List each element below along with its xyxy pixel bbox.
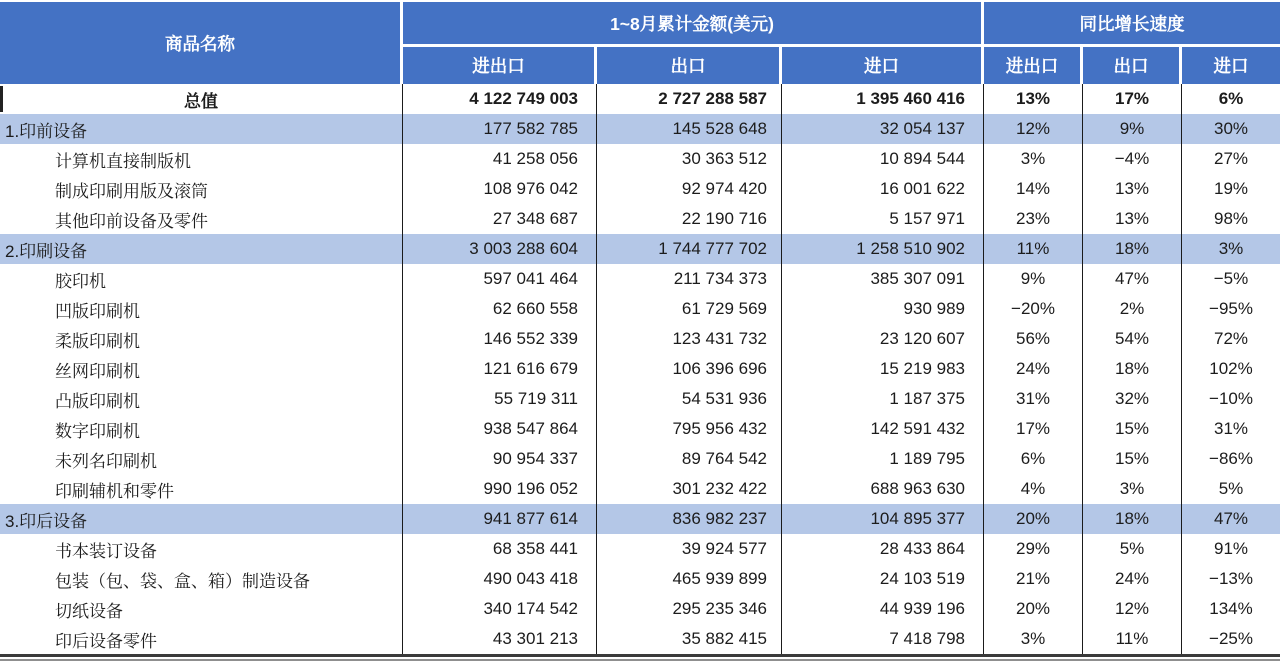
row-cell: 18%	[1083, 234, 1182, 264]
row-cell: −25%	[1209, 629, 1253, 648]
row-cell: 30%	[1213, 119, 1249, 138]
row-cell: 44 939 196	[782, 594, 984, 624]
row-cell: 597 041 464	[403, 264, 597, 294]
row-cell: 27 348 687	[403, 204, 597, 234]
row-cell: 23 120 607	[782, 324, 984, 354]
row-cell: 20%	[984, 594, 1083, 624]
row-label: 3.印后设备	[0, 504, 403, 534]
table-row	[0, 414, 1280, 444]
row-cell: 1 189 795	[782, 444, 984, 474]
row-cell: 2 727 288 587	[597, 84, 782, 114]
row-cell: 12%	[984, 114, 1083, 144]
row-cell: 61 729 569	[597, 294, 782, 324]
table-row	[0, 234, 1280, 264]
row-label: 印刷辅机和零件	[0, 474, 403, 504]
row-cell: 3%	[1083, 474, 1182, 504]
row-cell: 13%	[984, 84, 1083, 114]
row-cell: 688 963 630	[782, 474, 984, 504]
row-label: 1.印前设备	[0, 114, 403, 144]
row-cell: 6%	[984, 444, 1083, 474]
row-cell: 3 003 288 604	[403, 234, 597, 264]
row-cell: 55 719 311	[403, 384, 597, 414]
row-cell: 15%	[1083, 414, 1182, 444]
row-cell: 31%	[1213, 419, 1249, 438]
row-cell: 47%	[1213, 509, 1249, 528]
row-cell: 795 956 432	[597, 414, 782, 444]
row-cell: 30 363 512	[597, 144, 782, 174]
row-cell: 211 734 373	[597, 264, 782, 294]
row-cell: −86%	[1209, 449, 1253, 468]
row-cell: 13%	[1083, 204, 1182, 234]
row-label: 凸版印刷机	[0, 384, 403, 414]
row-cell: 6%	[1218, 89, 1244, 108]
subheader-amount-import-export: 进出口	[403, 47, 597, 84]
table-row	[0, 84, 1280, 114]
row-cell: 930 989	[782, 294, 984, 324]
row-cell: 1 187 375	[782, 384, 984, 414]
table-row	[0, 114, 1280, 144]
row-cell: 123 431 732	[597, 324, 782, 354]
row-label: 总值	[0, 84, 403, 114]
row-cell: 11%	[1083, 624, 1182, 654]
table-row	[0, 534, 1280, 564]
row-cell: −20%	[984, 294, 1083, 324]
row-cell: 28 433 864	[782, 534, 984, 564]
row-cell: 32%	[1083, 384, 1182, 414]
row-label: 胶印机	[0, 264, 403, 294]
row-cell: 11%	[984, 234, 1083, 264]
table-row	[0, 384, 1280, 414]
row-cell: 16 001 622	[782, 174, 984, 204]
row-label: 柔版印刷机	[0, 324, 403, 354]
table-row	[0, 354, 1280, 384]
row-label: 计算机直接制版机	[0, 144, 403, 174]
table-header	[0, 2, 1280, 84]
row-cell: 7 418 798	[782, 624, 984, 654]
row-cell: 23%	[984, 204, 1083, 234]
table-row	[0, 504, 1280, 534]
row-cell: 14%	[984, 174, 1083, 204]
row-cell: 3%	[1218, 239, 1244, 258]
table-body	[0, 84, 1280, 654]
row-cell: 54%	[1083, 324, 1182, 354]
row-cell: 56%	[984, 324, 1083, 354]
row-cell: 5%	[1083, 534, 1182, 564]
header-amount-group: 1~8月累计金额(美元)	[403, 2, 984, 47]
row-cell: 29%	[984, 534, 1083, 564]
row-cell: 340 174 542	[403, 594, 597, 624]
row-cell: 3%	[984, 144, 1083, 174]
row-cell: 47%	[1083, 264, 1182, 294]
row-label: 制成印刷用版及滚筒	[0, 174, 403, 204]
row-cell: 89 764 542	[597, 444, 782, 474]
row-cell: 465 939 899	[597, 564, 782, 594]
row-cell: 385 307 091	[782, 264, 984, 294]
row-cell: 18%	[1083, 354, 1182, 384]
row-cell: 104 895 377	[782, 504, 984, 534]
row-cell: 4 122 749 003	[403, 84, 597, 114]
row-label: 凹版印刷机	[0, 294, 403, 324]
row-label: 其他印前设备及零件	[0, 204, 403, 234]
row-cell: 98%	[1213, 209, 1249, 228]
row-label: 未列名印刷机	[0, 444, 403, 474]
row-cell: 146 552 339	[403, 324, 597, 354]
row-cell: 2%	[1083, 294, 1182, 324]
row-cell: 5 157 971	[782, 204, 984, 234]
row-cell: 301 232 422	[597, 474, 782, 504]
row-cell: 142 591 432	[782, 414, 984, 444]
row-label: 包装（包、袋、盒、箱）制造设备	[0, 564, 403, 594]
row-cell: 92 974 420	[597, 174, 782, 204]
row-label: 数字印刷机	[0, 414, 403, 444]
row-cell: 1 744 777 702	[597, 234, 782, 264]
table-row	[0, 294, 1280, 324]
row-label: 切纸设备	[0, 594, 403, 624]
row-label: 书本装订设备	[0, 534, 403, 564]
row-cell: 39 924 577	[597, 534, 782, 564]
row-cell: 941 877 614	[403, 504, 597, 534]
header-product-name: 商品名称	[0, 2, 403, 84]
row-cell: 295 235 346	[597, 594, 782, 624]
row-cell: 31%	[984, 384, 1083, 414]
row-cell: 1 395 460 416	[782, 84, 984, 114]
row-cell: 43 301 213	[403, 624, 597, 654]
table-row	[0, 144, 1280, 174]
row-cell: 121 616 679	[403, 354, 597, 384]
row-label: 2.印刷设备	[0, 234, 403, 264]
subheader-amount-export: 出口	[597, 47, 782, 84]
row-label: 印后设备零件	[0, 624, 403, 654]
row-cell: 22 190 716	[597, 204, 782, 234]
row-cell: −13%	[1209, 569, 1253, 588]
row-cell: 32 054 137	[782, 114, 984, 144]
row-cell: −10%	[1209, 389, 1253, 408]
row-cell: 27%	[1213, 149, 1249, 168]
header-growth-group: 同比增长速度	[984, 2, 1280, 47]
row-cell: −4%	[1083, 144, 1182, 174]
row-cell: 72%	[1213, 329, 1249, 348]
row-cell: 108 976 042	[403, 174, 597, 204]
row-cell: 24%	[984, 354, 1083, 384]
row-cell: 17%	[1083, 84, 1182, 114]
row-cell: 15 219 983	[782, 354, 984, 384]
row-cell: 13%	[1083, 174, 1182, 204]
table-row	[0, 624, 1280, 654]
row-cell: 938 547 864	[403, 414, 597, 444]
table-row	[0, 264, 1280, 294]
row-cell: 21%	[984, 564, 1083, 594]
row-cell: 54 531 936	[597, 384, 782, 414]
row-cell: 12%	[1083, 594, 1182, 624]
row-cell: 24 103 519	[782, 564, 984, 594]
row-cell: 24%	[1083, 564, 1182, 594]
table-row	[0, 204, 1280, 234]
row-cell: 17%	[984, 414, 1083, 444]
row-cell: 10 894 544	[782, 144, 984, 174]
row-cell: 990 196 052	[403, 474, 597, 504]
row-cell: 20%	[984, 504, 1083, 534]
row-cell: −5%	[1213, 269, 1249, 288]
row-cell: 62 660 558	[403, 294, 597, 324]
row-cell: 18%	[1083, 504, 1182, 534]
row-cell: 490 043 418	[403, 564, 597, 594]
row-cell: 9%	[1083, 114, 1182, 144]
row-cell: 15%	[1083, 444, 1182, 474]
table-row	[0, 474, 1280, 504]
row-cell: 19%	[1213, 179, 1249, 198]
row-cell: 134%	[1209, 599, 1253, 618]
table-bottom-border	[0, 654, 1280, 661]
row-cell: 145 528 648	[597, 114, 782, 144]
row-cell: 102%	[1209, 359, 1253, 378]
row-cell: 5%	[1218, 479, 1244, 498]
row-cell: 177 582 785	[403, 114, 597, 144]
table-row	[0, 564, 1280, 594]
row-cell: 106 396 696	[597, 354, 782, 384]
subheader-amount-import: 进口	[782, 47, 984, 84]
row-cell: 9%	[984, 264, 1083, 294]
subheader-growth-import: 进口	[1182, 47, 1280, 84]
table-row	[0, 174, 1280, 204]
row-cell: 90 954 337	[403, 444, 597, 474]
row-cell: 41 258 056	[403, 144, 597, 174]
row-cell: 91%	[1213, 539, 1249, 558]
row-cell: 4%	[984, 474, 1083, 504]
row-label: 丝网印刷机	[0, 354, 403, 384]
row-cell: −95%	[1209, 299, 1253, 318]
subheader-growth-import-export: 进出口	[984, 47, 1083, 84]
row-cell: 35 882 415	[597, 624, 782, 654]
table-row	[0, 444, 1280, 474]
row-cell: 836 982 237	[597, 504, 782, 534]
table-row	[0, 594, 1280, 624]
row-cell: 1 258 510 902	[782, 234, 984, 264]
row-cell: 3%	[984, 624, 1083, 654]
subheader-growth-export: 出口	[1083, 47, 1182, 84]
row-cell: 68 358 441	[403, 534, 597, 564]
table-row	[0, 324, 1280, 354]
